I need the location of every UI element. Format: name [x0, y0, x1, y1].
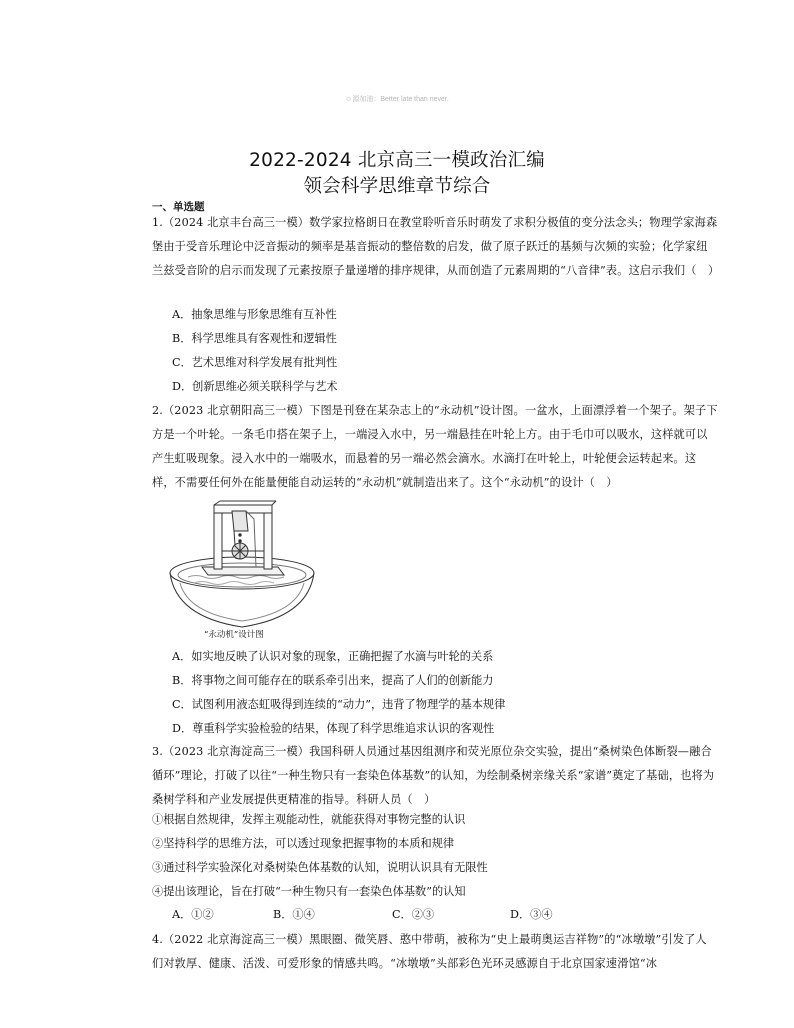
question-3-option-b: B．①④ [273, 908, 315, 921]
question-3-stem: 3.（2023 北京海淀高三一模）我国科研人员通过基因组测序和荧光原位杂交实验，提出“桑树染色体断裂—融合循环”理论，打破了以往“一种生物只有一套染色体基数”的认知，为绘制桑树亲缘关系“家谱”奠定了基础，也将为桑树学科和产业发展提供更精准的指导。科研人员（ ） [152, 745, 715, 806]
question-3-option-a: A．①② [172, 908, 214, 921]
question-3-option-d: D．③④ [510, 908, 553, 921]
figure-caption: “永动机”设计图 [204, 630, 264, 640]
question-3-item-2: ②坚持科学的思维方法，可以透过现象把握事物的本质和规律 [152, 837, 455, 850]
document-title: 2022-2024 北京高三一模政治汇编 [249, 150, 545, 171]
document-subtitle: 领会科学思维章节综合 [303, 176, 491, 197]
question-2-option-b: B．将事物之间可能存在的联系牵引出来，提高了人们的创新能力 [172, 674, 494, 687]
question-2-option-a: A．如实地反映了认识对象的现象，正确把握了水滴与叶轮的关系 [172, 650, 494, 663]
question-2-option-c: C．试图利用液态虹吸得到连续的“动力”，违背了物理学的基本规律 [172, 698, 506, 711]
section-heading: 一、单选题 [152, 201, 205, 213]
question-1-stem: 1.（2024 北京丰台高三一模）数学家拉格朗日在教堂聆听音乐时萌发了求积分极值的变分法念头；物理学家海森堡由于受音乐理论中泛音振动的频率是基音振动的整倍数的启发，做了原子跃迁的基频与次频的实验；化学家纽兰兹受音阶的启示而发现了元素按原子量递增的排序规律，从而创造了元素周期的“八音律”表。这启示我们（ ） [152, 216, 720, 277]
question-1-option-d: D．创新思维必须关联科学与艺术 [172, 380, 338, 393]
question-1-option-b: B．科学思维具有客观性和逻辑性 [172, 332, 337, 345]
question-2-option-d: D．尊重科学实验检验的结果，体现了科学思维追求认识的客观性 [172, 722, 495, 735]
question-3-option-c: C．②③ [392, 908, 435, 921]
question-3-item-4: ④提出该理论，旨在打破“一种生物只有一套染色体基数”的认知 [152, 885, 466, 898]
watermark: ☺源加油：Better late than never. [345, 96, 449, 103]
question-3-item-3: ③通过科学实验深化对桑树染色体基数的认知，说明认识具有无限性 [152, 861, 488, 874]
question-2-stem: 2.（2023 北京朝阳高三一模）下图是刊登在某杂志上的“永动机”设计图。一盆水，上面漂浮着一个架子。架子下方是一个叶轮。一条毛巾搭在架子上，一端浸入水中，另一端悬挂在叶轮上方。由于毛巾可以吸水，这样就可以产生虹吸现象。浸入水中的一端吸水，而悬着的另一端必然会滴水。水滴打在叶轮上，叶轮便会运转起来。这样，不需要任何外在能量便能自动运转的“永动机”就制造出来了。这个“永动机”的设计（ ） [152, 404, 718, 489]
perpetual-motion-machine-illustration [168, 497, 316, 633]
question-1-option-c: C．艺术思维对科学发展有批判性 [172, 356, 338, 369]
question-1-option-a: A．抽象思维与形象思维有互补性 [172, 308, 337, 321]
question-4-stem: 4.（2022 北京海淀高三一模）黑眼圈、微笑唇、憨中带萌，被称为“史上最萌奥运吉祥物”的“冰墩墩”引发了人们对敦厚、健康、活泼、可爱形象的情感共鸣。“冰墩墩”头部彩色光环灵感源自于北京国家速滑馆“冰 [152, 933, 707, 970]
question-3-item-1: ①根据自然规律，发挥主观能动性，就能获得对事物完整的认识 [152, 813, 466, 826]
